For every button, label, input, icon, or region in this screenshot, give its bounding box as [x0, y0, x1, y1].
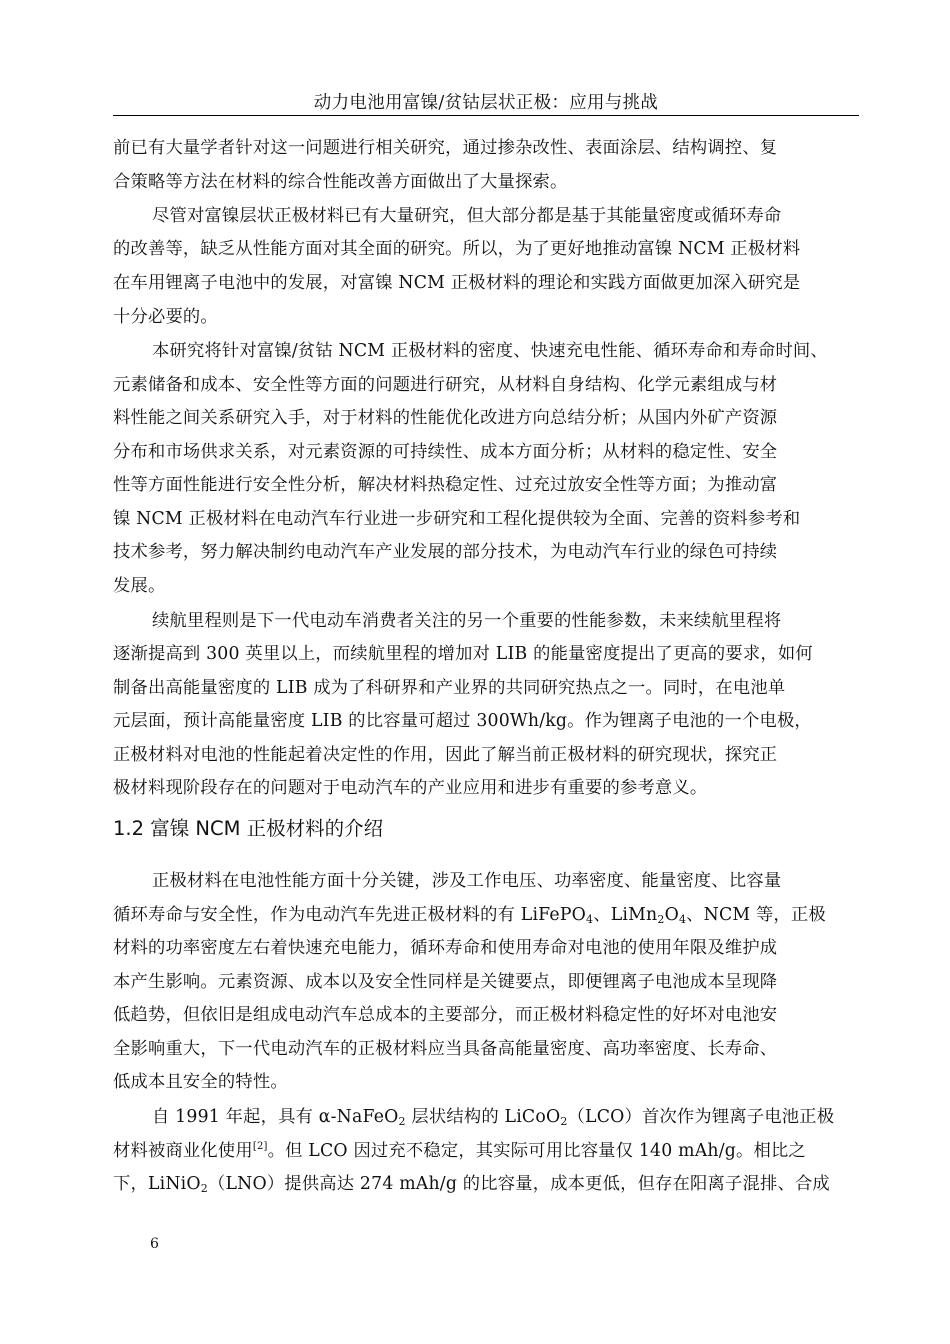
paragraph-line: 续航里程则是下一代电动车消费者关注的另一个重要的性能参数，未来续航里程将 [152, 611, 782, 631]
paragraph-line: 技术参考，努力解决制约电动汽车产业发展的部分技术，为电动汽车行业的绿色可持续 [113, 542, 778, 562]
text-run: 层状结构的 LiCoO [405, 1107, 561, 1127]
paragraph-line: 本研究将针对富镍/贫钴 NCM 正极材料的密度、快速充电性能、循环寿命和寿命时间、 [152, 341, 828, 361]
paragraph-line: 发展。 [113, 576, 166, 596]
paragraph-line: 正极材料在电池性能方面十分关键，涉及工作电压、功率密度、能量密度、比容量 [152, 871, 782, 891]
subscript: 4 [586, 913, 594, 926]
paragraph-line: 尽管对富镍层状正极材料已有大量研究，但大部分都是基于其能量密度或循环寿命 [152, 206, 782, 226]
page-header-title: 动力电池用富镍/贫钴层状正极：应用与挑战 [313, 93, 659, 113]
text-run: （LNO）提供高达 274 mAh/g 的比容量，成本更低，但存在阳离子混排、合成 [207, 1174, 830, 1194]
paragraph-line: 分布和市场供求关系，对元素资源的可持续性、成本方面分析；从材料的稳定性、安全 [113, 442, 778, 462]
text-run: 自 1991 年起，具有 α-NaFeO [152, 1107, 399, 1127]
subscript: 2 [657, 913, 665, 926]
paragraph-line [152, 1100, 834, 1134]
paragraph-line: 在车用锂离子电池中的发展，对富镍 NCM 正极材料的理论和实践方面做更加深入研究是 [113, 273, 801, 293]
paragraph-line [113, 898, 826, 932]
subscript: 2 [560, 1115, 568, 1128]
paragraph-line: 本产生影响。元素资源、成本以及安全性同样是关键要点，即便锂离子电池成本呈现降 [113, 972, 778, 992]
paragraph-line: 的改善等，缺乏从性能方面对其全面的研究。所以，为了更好地推动富镍 NCM 正极材料 [113, 239, 801, 259]
paragraph-line: 元素储备和成本、安全性等方面的问题进行研究，从材料自身结构、化学元素组成与材 [113, 375, 778, 395]
text-run: 。但 LCO 因过充不稳定，其实际可用比容量仅 140 mAh/g。相比之 [267, 1141, 806, 1161]
text-run: O [664, 905, 679, 925]
paragraph-line: 料性能之间关系研究入手，对于材料的性能优化改进方向总结分析；从国内外矿产资源 [113, 408, 778, 428]
section-heading: 1.2 富镍 NCM 正极材料的介绍 [113, 817, 384, 840]
subscript: 4 [678, 913, 687, 926]
paragraph-line: 全影响重大，下一代电动汽车的正极材料应当具备高能量密度、高功率密度、长寿命、 [113, 1039, 778, 1059]
text-run: 、NCM 等，正极 [686, 905, 826, 925]
paragraph-line: 制备出高能量密度的 LIB 成为了科研界和产业界的共同研究热点之一。同时，在电池单 [113, 678, 786, 698]
text-run: （LCO）首次作为锂离子电池正极 [567, 1107, 835, 1127]
paragraph-line: 前已有大量学者针对这一问题进行相关研究，通过掺杂改性、表面涂层、结构调控、复 [113, 138, 778, 158]
text-run: 循环寿命与安全性，作为电动汽车先进正极材料的有 LiFePO [113, 905, 587, 925]
paragraph-line: 材料的功率密度左右着快速充电能力，循环寿命和使用寿命对电池的使用年限及维护成 [113, 938, 778, 958]
subscript: 2 [200, 1182, 208, 1195]
page-number: 6 [150, 1236, 159, 1252]
paragraph-line: 元层面，预计高能量密度 LIB 的比容量可超过 300Wh/kg。作为锂离子电池的一个电极， [113, 711, 812, 731]
paragraph-line: 极材料现阶段存在的问题对于电动汽车的产业应用和进步有重要的参考意义。 [113, 778, 708, 798]
text-run: 材料被商业化使用 [113, 1141, 253, 1161]
paragraph-line [113, 1167, 830, 1201]
paragraph-line: 低趋势，但依旧是组成电动汽车总成本的主要部分，而正极材料稳定性的好坏对电池安 [113, 1005, 778, 1025]
paragraph-line [113, 1134, 806, 1168]
citation-reference: [2] [252, 1141, 268, 1152]
paragraph-line: 性等方面性能进行安全性分析，解决材料热稳定性、过充过放安全性等方面；为推动富 [113, 475, 778, 495]
paragraph-line: 逐渐提高到 300 英里以上，而续航里程的增加对 LIB 的能量密度提出了更高的要求，如何 [113, 644, 813, 664]
paragraph-line: 合策略等方法在材料的综合性能改善方面做出了大量探索。 [113, 172, 568, 192]
text-run: 、LiMn [593, 905, 658, 925]
paragraph-line: 低成本且安全的特性。 [113, 1072, 288, 1092]
paragraph-line: 正极材料对电池的性能起着决定性的作用，因此了解当前正极材料的研究现状，探究正 [113, 745, 778, 765]
subscript: 2 [398, 1115, 406, 1128]
paragraph-line: 十分必要的。 [113, 307, 218, 327]
paragraph-line: 镍 NCM 正极材料在电动汽车行业进一步研究和工程化提供较为全面、完善的资料参考和 [113, 509, 801, 529]
header-divider [113, 115, 859, 116]
text-run: 下，LiNiO [113, 1174, 201, 1194]
